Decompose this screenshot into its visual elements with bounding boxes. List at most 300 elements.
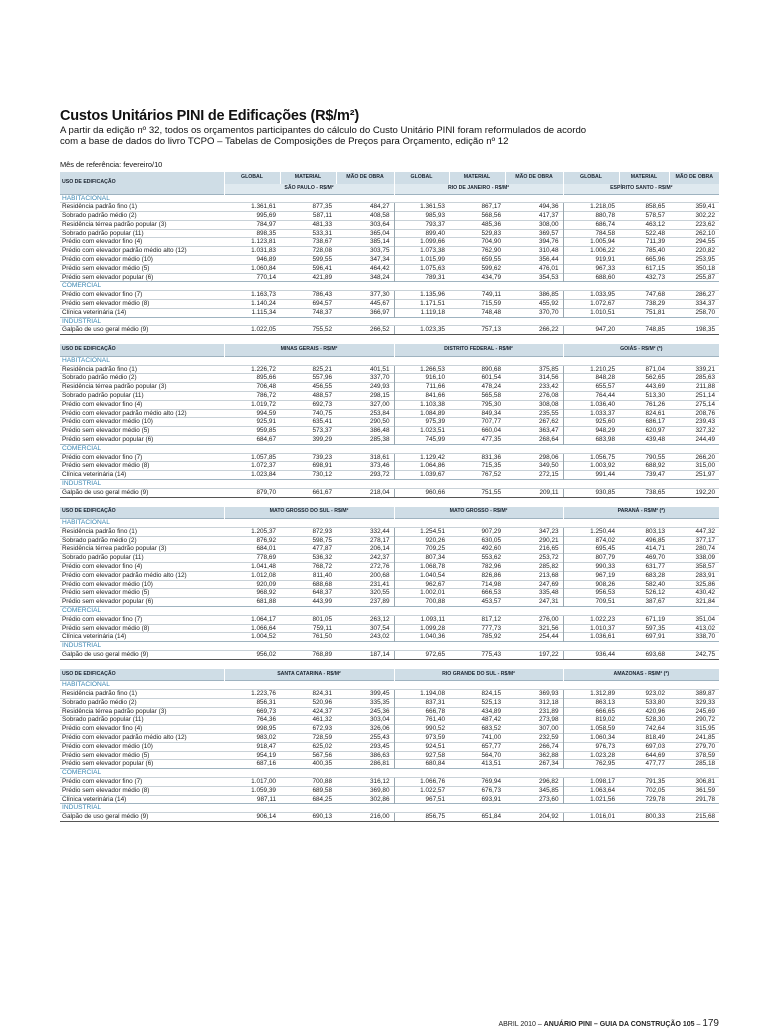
row-label: Prédio com elevador fino (4) (60, 238, 224, 247)
cost-value: 924,51 (394, 742, 449, 751)
table-row (60, 229, 719, 238)
cost-value: 620,97 (619, 427, 669, 436)
cost-value: 209,11 (505, 488, 563, 497)
cost-value: 286,81 (336, 760, 394, 769)
column-header: MÃO DE OBRA (336, 172, 394, 184)
category-label: HABITACIONAL (60, 519, 719, 528)
cost-value: 684,01 (224, 545, 280, 554)
cost-value: 826,86 (449, 571, 505, 580)
cost-value: 927,58 (394, 751, 449, 760)
cost-value: 285,63 (669, 374, 719, 383)
cost-value: 513,30 (619, 391, 669, 400)
cost-value: 206,14 (336, 545, 394, 554)
cost-value: 315,95 (669, 725, 719, 734)
cost-value: 1.002,01 (394, 589, 449, 598)
cost-value: 421,89 (280, 273, 336, 282)
cost-value: 976,73 (563, 742, 619, 751)
cost-value: 266,52 (336, 326, 394, 335)
cost-value: 709,25 (394, 545, 449, 554)
cost-value: 651,84 (449, 813, 505, 822)
cost-value: 351,04 (669, 615, 719, 624)
cost-value: 666,65 (563, 707, 619, 716)
cost-value: 463,12 (619, 220, 669, 229)
cost-value: 578,57 (619, 212, 669, 221)
table-row (60, 264, 719, 273)
cost-value: 293,72 (336, 471, 394, 480)
row-label: Prédio com elevador fino (4) (60, 562, 224, 571)
cost-value: 266,22 (505, 326, 563, 335)
footer-dash: – (694, 1021, 703, 1028)
cost-value: 876,92 (224, 536, 280, 545)
cost-value: 672,93 (280, 725, 336, 734)
cost-value: 872,93 (280, 527, 336, 536)
row-label: Residência térrea padrão popular (3) (60, 383, 224, 392)
cost-value: 660,04 (449, 427, 505, 436)
cost-value: 1.022,05 (224, 326, 280, 335)
cost-value: 655,57 (563, 383, 619, 392)
cost-value: 1.012,08 (224, 571, 280, 580)
cost-value: 818,49 (619, 734, 669, 743)
cost-value: 262,10 (669, 229, 719, 238)
cost-value: 1.006,22 (563, 247, 619, 256)
cost-value: 1.072,67 (563, 300, 619, 309)
cost-value: 683,98 (563, 435, 619, 444)
row-label: Sobrado padrão médio (2) (60, 374, 224, 383)
row-label: Prédio com elevador fino (4) (60, 725, 224, 734)
cost-value: 432,73 (619, 273, 669, 282)
row-label: Prédio sem elevador popular (6) (60, 273, 224, 282)
cost-value: 487,42 (449, 716, 505, 725)
row-label: Sobrado padrão médio (2) (60, 698, 224, 707)
region-header: PARANÁ - R$/M² (*) (563, 507, 719, 519)
cost-value: 268,64 (505, 435, 563, 444)
cost-value: 197,22 (505, 650, 563, 659)
cost-value: 1.003,92 (563, 462, 619, 471)
column-header: MÃO DE OBRA (505, 172, 563, 184)
cost-value: 659,55 (449, 256, 505, 265)
table-row (60, 203, 719, 212)
cost-value: 991,44 (563, 471, 619, 480)
cost-value: 266,74 (505, 742, 563, 751)
cost-value: 339,21 (669, 365, 719, 374)
cost-value: 686,74 (563, 220, 619, 229)
cost-value: 1.033,37 (563, 409, 619, 418)
cost-value: 276,08 (505, 391, 563, 400)
row-label: Prédio sem elevador popular (6) (60, 760, 224, 769)
column-header: MATERIAL (619, 172, 669, 184)
table-row (60, 545, 719, 554)
table-row (60, 562, 719, 571)
cost-value: 204,92 (505, 813, 563, 822)
cost-value: 310,48 (505, 247, 563, 256)
cost-value: 793,37 (394, 220, 449, 229)
region-header: RIO DE JANEIRO - R$/M² (394, 184, 563, 195)
cost-value: 453,57 (449, 598, 505, 607)
cost-value: 485,36 (449, 220, 505, 229)
cost-value: 308,08 (505, 400, 563, 409)
cost-value: 1.066,76 (394, 778, 449, 787)
cost-value: 877,35 (280, 203, 336, 212)
cost-value: 686,17 (619, 418, 669, 427)
table-row (60, 212, 719, 221)
row-label: Prédio sem elevador médio (5) (60, 589, 224, 598)
cost-value: 456,55 (280, 383, 336, 392)
cost-value: 1.022,57 (394, 786, 449, 795)
cost-value: 242,75 (669, 650, 719, 659)
row-label: Prédio sem elevador médio (8) (60, 300, 224, 309)
cost-value: 285,38 (336, 435, 394, 444)
cost-value: 899,40 (394, 229, 449, 238)
cost-value: 920,26 (394, 536, 449, 545)
cost-value: 1.171,51 (394, 300, 449, 309)
cost-value: 1.004,52 (224, 633, 280, 642)
cost-value: 272,76 (336, 562, 394, 571)
cost-value: 536,32 (280, 554, 336, 563)
cost-value: 247,69 (505, 580, 563, 589)
row-label: Sobrado padrão médio (2) (60, 536, 224, 545)
cost-value: 990,33 (563, 562, 619, 571)
cost-value: 562,65 (619, 374, 669, 383)
use-header: USO DE EDIFICAÇÃO (60, 344, 224, 356)
cost-value: 211,88 (669, 383, 719, 392)
cost-value: 307,54 (336, 624, 394, 633)
row-label: Residência térrea padrão popular (3) (60, 707, 224, 716)
table-row (60, 453, 719, 462)
region-header: AMAZONAS - R$/M² (*) (563, 669, 719, 681)
row-label: Residência padrão fino (1) (60, 203, 224, 212)
cost-value: 601,54 (449, 374, 505, 383)
cost-value: 1.103,38 (394, 400, 449, 409)
cost-value: 764,36 (224, 716, 280, 725)
row-label: Prédio sem elevador popular (6) (60, 435, 224, 444)
table-row (60, 291, 719, 300)
cost-value: 824,61 (619, 409, 669, 418)
cost-value: 784,58 (563, 229, 619, 238)
row-label: Sobrado padrão médio (2) (60, 212, 224, 221)
cost-value: 424,37 (280, 707, 336, 716)
cost-value: 890,68 (449, 365, 505, 374)
cost-value: 1.015,99 (394, 256, 449, 265)
cost-table (60, 344, 719, 497)
cost-value: 786,72 (224, 391, 280, 400)
cost-value: 253,72 (505, 554, 563, 563)
row-label: Prédio com elevador fino (4) (60, 400, 224, 409)
table-row (60, 247, 719, 256)
cost-value: 789,31 (394, 273, 449, 282)
cost-value: 1.017,00 (224, 778, 280, 787)
table-row (60, 527, 719, 536)
cost-value: 522,48 (619, 229, 669, 238)
cost-value: 764,44 (563, 391, 619, 400)
cost-value: 739,23 (280, 453, 336, 462)
row-label: Prédio sem elevador popular (6) (60, 598, 224, 607)
cost-value: 187,14 (336, 650, 394, 659)
row-label: Residência padrão fino (1) (60, 365, 224, 374)
table-row (60, 488, 719, 497)
row-label: Prédio com elevador padrão médio alto (12) (60, 247, 224, 256)
cost-value: 400,35 (280, 760, 336, 769)
cost-value: 359,41 (669, 203, 719, 212)
table-gap (60, 498, 719, 507)
cost-value: 757,13 (449, 326, 505, 335)
cost-value: 1.060,34 (563, 734, 619, 743)
cost-value: 298,06 (505, 453, 563, 462)
page-content (60, 108, 719, 822)
cost-value: 223,62 (669, 220, 719, 229)
cost-value: 669,73 (224, 707, 280, 716)
category-label: INDUSTRIAL (60, 317, 719, 326)
cost-value: 762,95 (563, 760, 619, 769)
cost-value: 477,35 (449, 435, 505, 444)
cost-value: 307,00 (505, 725, 563, 734)
cost-value: 363,47 (505, 427, 563, 436)
cost-value: 447,32 (669, 527, 719, 536)
cost-value: 648,37 (280, 589, 336, 598)
cost-value: 874,02 (563, 536, 619, 545)
cost-value: 707,77 (449, 418, 505, 427)
region-header: ESPÍRITO SANTO - R$/M² (563, 184, 719, 195)
cost-value: 748,85 (619, 326, 669, 335)
cost-value: 245,69 (669, 707, 719, 716)
table-row (60, 725, 719, 734)
region-header: RIO GRANDE DO SUL - R$/M² (394, 669, 563, 681)
cost-value: 1.036,61 (563, 633, 619, 642)
cost-value: 858,65 (619, 203, 669, 212)
cost-value: 880,78 (563, 212, 619, 221)
cost-value: 967,51 (394, 795, 449, 804)
region-header: SÃO PAULO - R$/M² (224, 184, 394, 195)
subtitle-line-2: com a base de dados do livro TCPO – Tabelas de Composições de Preços para Orçamento, edição nº 12 (60, 136, 509, 147)
cost-value: 729,78 (619, 795, 669, 804)
row-label: Residência térrea padrão popular (3) (60, 220, 224, 229)
cost-value: 377,30 (336, 291, 394, 300)
cost-value: 321,56 (505, 624, 563, 633)
cost-value: 565,58 (449, 391, 505, 400)
cost-value: 564,70 (449, 751, 505, 760)
cost-value: 665,96 (619, 256, 669, 265)
cost-value: 972,65 (394, 650, 449, 659)
cost-value: 778,69 (224, 554, 280, 563)
table-row (60, 300, 719, 309)
cost-value: 1.099,66 (394, 238, 449, 247)
cost-value: 1.312,89 (563, 690, 619, 699)
table-row (60, 778, 719, 787)
cost-value: 347,23 (505, 527, 563, 536)
column-header: MÃO DE OBRA (669, 172, 719, 184)
cost-value: 930,85 (563, 488, 619, 497)
cost-value: 533,80 (619, 698, 669, 707)
cost-value: 568,56 (449, 212, 505, 221)
cost-value: 192,20 (669, 488, 719, 497)
cost-value: 216,65 (505, 545, 563, 554)
cost-value: 334,37 (669, 300, 719, 309)
cost-value: 920,09 (224, 580, 280, 589)
cost-value: 1.115,34 (224, 308, 280, 317)
cost-value: 711,39 (619, 238, 669, 247)
cost-value: 318,61 (336, 453, 394, 462)
cost-value: 742,64 (619, 725, 669, 734)
row-label: Prédio sem elevador médio (5) (60, 264, 224, 273)
cost-value: 824,15 (449, 690, 505, 699)
table-row (60, 751, 719, 760)
cost-value: 635,41 (280, 418, 336, 427)
cost-value: 263,12 (336, 615, 394, 624)
row-label: Prédio sem elevador médio (5) (60, 427, 224, 436)
cost-value: 325,86 (669, 580, 719, 589)
cost-value: 1.084,89 (394, 409, 449, 418)
cost-value: 849,34 (449, 409, 505, 418)
cost-value: 208,76 (669, 409, 719, 418)
cost-value: 824,31 (280, 690, 336, 699)
cost-value: 1.022,23 (563, 615, 619, 624)
cost-value: 856,31 (224, 698, 280, 707)
cost-value: 918,47 (224, 742, 280, 751)
cost-value: 329,33 (669, 698, 719, 707)
category-label: HABITACIONAL (60, 356, 719, 365)
cost-value: 1.016,01 (563, 813, 619, 822)
cost-value: 598,75 (280, 536, 336, 545)
cost-value: 1.123,81 (224, 238, 280, 247)
cost-value: 790,55 (619, 453, 669, 462)
row-label: Prédio com elevador médio (10) (60, 256, 224, 265)
subtitle (60, 125, 719, 147)
cost-value: 695,45 (563, 545, 619, 554)
cost-value: 327,32 (669, 427, 719, 436)
cost-value: 599,55 (280, 256, 336, 265)
cost-value: 1.361,61 (224, 203, 280, 212)
cost-value: 198,35 (669, 326, 719, 335)
cost-value: 243,02 (336, 633, 394, 642)
cost-value: 237,89 (336, 598, 394, 607)
row-label: Residência padrão fino (1) (60, 690, 224, 699)
table-row (60, 238, 719, 247)
cost-value: 681,88 (224, 598, 280, 607)
cost-value: 350,18 (669, 264, 719, 273)
row-label: Prédio com elevador padrão médio alto (12) (60, 409, 224, 418)
row-label: Prédio com elevador fino (7) (60, 291, 224, 300)
category-label: COMERCIAL (60, 769, 719, 778)
cost-value: 666,53 (449, 589, 505, 598)
cost-value: 1.361,53 (394, 203, 449, 212)
cost-value: 430,42 (669, 589, 719, 598)
cost-value: 755,52 (280, 326, 336, 335)
cost-value: 597,35 (619, 624, 669, 633)
cost-value: 688,68 (280, 580, 336, 589)
cost-value: 249,93 (336, 383, 394, 392)
cost-value: 994,59 (224, 409, 280, 418)
cost-value: 895,66 (224, 374, 280, 383)
cost-value: 1.040,36 (394, 633, 449, 642)
cost-value: 1.075,63 (394, 264, 449, 273)
row-label: Sobrado padrão popular (11) (60, 391, 224, 400)
cost-value: 1.058,59 (563, 725, 619, 734)
cost-value: 706,48 (224, 383, 280, 392)
cost-value: 1.010,51 (563, 308, 619, 317)
row-label: Prédio com elevador médio (10) (60, 742, 224, 751)
table-row (60, 650, 719, 659)
row-label: Galpão de uso geral médio (9) (60, 488, 224, 497)
cost-value: 298,15 (336, 391, 394, 400)
cost-value: 768,89 (280, 650, 336, 659)
cost-value: 740,75 (280, 409, 336, 418)
cost-value: 631,77 (619, 562, 669, 571)
cost-value: 819,02 (563, 716, 619, 725)
cost-value: 676,73 (449, 786, 505, 795)
cost-value: 625,02 (280, 742, 336, 751)
cost-value: 1.033,95 (563, 291, 619, 300)
cost-value: 689,58 (280, 786, 336, 795)
cost-value: 596,41 (280, 264, 336, 273)
cost-value: 239,43 (669, 418, 719, 427)
cost-value: 728,08 (280, 247, 336, 256)
category-label: INDUSTRIAL (60, 642, 719, 651)
cost-value: 871,04 (619, 365, 669, 374)
cost-value: 347,34 (336, 256, 394, 265)
cost-value: 786,43 (280, 291, 336, 300)
row-label: Prédio com elevador médio (10) (60, 580, 224, 589)
cost-value: 362,88 (505, 751, 563, 760)
cost-value: 337,70 (336, 374, 394, 383)
row-label: Prédio sem elevador médio (8) (60, 786, 224, 795)
cost-value: 413,51 (449, 760, 505, 769)
cost-value: 369,57 (505, 229, 563, 238)
cost-value: 247,31 (505, 598, 563, 607)
cost-value: 807,34 (394, 554, 449, 563)
cost-value: 488,57 (280, 391, 336, 400)
table-row (60, 435, 719, 444)
cost-value: 285,82 (505, 562, 563, 571)
cost-value: 714,98 (449, 580, 505, 589)
cost-value: 1.056,75 (563, 453, 619, 462)
cost-value: 399,45 (336, 690, 394, 699)
cost-value: 529,83 (449, 229, 505, 238)
cost-value: 1.266,53 (394, 365, 449, 374)
cost-value: 738,29 (619, 300, 669, 309)
cost-value: 251,97 (669, 471, 719, 480)
row-label: Clínica veterinária (14) (60, 471, 224, 480)
cost-value: 290,72 (669, 716, 719, 725)
cost-value: 399,29 (280, 435, 336, 444)
cost-value: 520,96 (280, 698, 336, 707)
table-row (60, 707, 719, 716)
cost-value: 739,47 (619, 471, 669, 480)
cost-value: 233,42 (505, 383, 563, 392)
cost-value: 369,80 (336, 786, 394, 795)
cost-value: 1.023,35 (394, 326, 449, 335)
column-header: GLOBAL (563, 172, 619, 184)
cost-value: 320,55 (336, 589, 394, 598)
cost-value: 960,66 (394, 488, 449, 497)
cost-value: 785,92 (449, 633, 505, 642)
cost-value: 306,81 (669, 778, 719, 787)
cost-value: 867,17 (449, 203, 505, 212)
cost-value: 1.163,73 (224, 291, 280, 300)
table-row (60, 418, 719, 427)
cost-value: 630,05 (449, 536, 505, 545)
cost-value: 279,70 (669, 742, 719, 751)
cost-value: 273,60 (505, 795, 563, 804)
table-row (60, 580, 719, 589)
cost-value: 762,90 (449, 247, 505, 256)
cost-value: 255,43 (336, 734, 394, 743)
cost-value: 777,73 (449, 624, 505, 633)
cost-value: 1.041,48 (224, 562, 280, 571)
cost-value: 666,78 (394, 707, 449, 716)
cost-value: 741,00 (449, 734, 505, 743)
cost-value: 587,11 (280, 212, 336, 221)
row-label: Residência térrea padrão popular (3) (60, 545, 224, 554)
cost-value: 956,53 (563, 589, 619, 598)
